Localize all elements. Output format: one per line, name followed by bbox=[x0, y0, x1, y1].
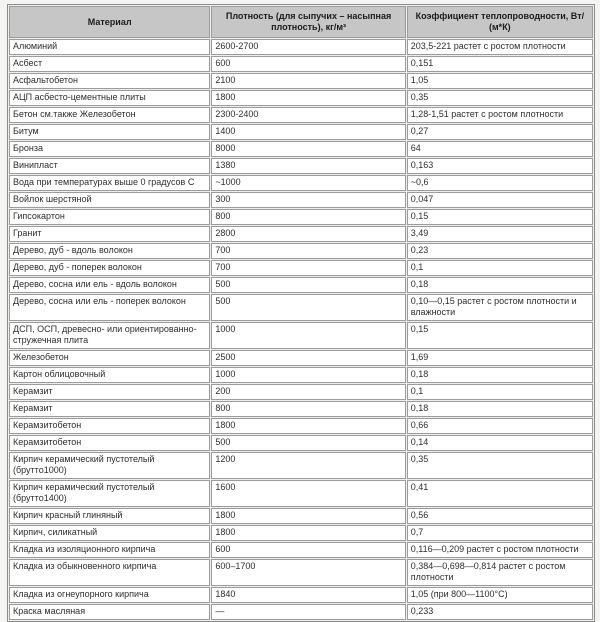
cell-conductivity: 0,18 bbox=[407, 401, 593, 417]
cell-density: 2600-2700 bbox=[211, 39, 405, 55]
cell-material: Кладка из обыкновенного кирпича bbox=[9, 559, 210, 586]
cell-material: Бронза bbox=[9, 141, 210, 157]
cell-conductivity: 0,35 bbox=[407, 452, 593, 479]
table-row bbox=[9, 192, 593, 208]
cell-conductivity: 0,7 bbox=[407, 525, 593, 541]
cell-density: 700 bbox=[211, 260, 405, 276]
cell-material: Картон облицовочный bbox=[9, 367, 210, 383]
cell-conductivity: 203,5-221 растет с ростом плотности bbox=[407, 39, 593, 55]
cell-material: Железобетон bbox=[9, 350, 210, 366]
cell-density: 8000 bbox=[211, 141, 405, 157]
cell-density: 200 bbox=[211, 384, 405, 400]
cell-conductivity: 3,49 bbox=[407, 226, 593, 242]
cell-conductivity: 0,1 bbox=[407, 384, 593, 400]
cell-density: 1200 bbox=[211, 452, 405, 479]
cell-material: Керамзитобетон bbox=[9, 435, 210, 451]
cell-density: 600–1700 bbox=[211, 559, 405, 586]
cell-density: 2800 bbox=[211, 226, 405, 242]
cell-material: Краска масляная bbox=[9, 604, 210, 620]
table-row bbox=[9, 452, 593, 479]
cell-density: 800 bbox=[211, 209, 405, 225]
cell-density: 1000 bbox=[211, 367, 405, 383]
materials-table bbox=[7, 4, 595, 622]
cell-density: 1000 bbox=[211, 322, 405, 349]
cell-conductivity: 0,41 bbox=[407, 480, 593, 507]
table-row bbox=[9, 260, 593, 276]
cell-conductivity: 0,18 bbox=[407, 277, 593, 293]
cell-material: АЦП асбесто-цементные плиты bbox=[9, 90, 210, 106]
table-row bbox=[9, 107, 593, 123]
cell-density: 700 bbox=[211, 243, 405, 259]
cell-material: Дерево, дуб - поперек волокон bbox=[9, 260, 210, 276]
cell-conductivity: 0,151 bbox=[407, 56, 593, 72]
cell-density: 600 bbox=[211, 56, 405, 72]
cell-material: Гранит bbox=[9, 226, 210, 242]
cell-material: Керамзитобетон bbox=[9, 418, 210, 434]
cell-material: Кирпич, силикатный bbox=[9, 525, 210, 541]
cell-material: Битум bbox=[9, 124, 210, 140]
cell-conductivity: 0,66 bbox=[407, 418, 593, 434]
table-row bbox=[9, 124, 593, 140]
table-row bbox=[9, 350, 593, 366]
cell-density: 1800 bbox=[211, 508, 405, 524]
table-row bbox=[9, 209, 593, 225]
cell-material: Кирпич керамический пустотелый (брутто1000) bbox=[9, 452, 210, 479]
cell-conductivity: 1,28-1,51 растет с ростом плотности bbox=[407, 107, 593, 123]
cell-conductivity: 1,05 bbox=[407, 73, 593, 89]
cell-material: Вода при температурах выше 0 градусов С bbox=[9, 175, 210, 191]
table-row bbox=[9, 480, 593, 507]
table-row bbox=[9, 158, 593, 174]
cell-density: 2500 bbox=[211, 350, 405, 366]
table-row bbox=[9, 542, 593, 558]
table-row bbox=[9, 435, 593, 451]
cell-conductivity: 0,116—0,209 растет с ростом плотности bbox=[407, 542, 593, 558]
cell-density: 300 bbox=[211, 192, 405, 208]
cell-material: Винипласт bbox=[9, 158, 210, 174]
cell-conductivity: 0,10—0,15 растет с ростом плотности и влажности bbox=[407, 294, 593, 321]
cell-conductivity: 0,56 bbox=[407, 508, 593, 524]
cell-material: Асфальтобетон bbox=[9, 73, 210, 89]
cell-conductivity: 64 bbox=[407, 141, 593, 157]
cell-conductivity: 0,15 bbox=[407, 209, 593, 225]
table-row bbox=[9, 226, 593, 242]
cell-conductivity: 0,384—0,698—0,814 растет с ростом плотности bbox=[407, 559, 593, 586]
table-row bbox=[9, 90, 593, 106]
cell-conductivity: 1,69 bbox=[407, 350, 593, 366]
cell-density: 1600 bbox=[211, 480, 405, 507]
cell-material: Керамзит bbox=[9, 384, 210, 400]
cell-density: ~1000 bbox=[211, 175, 405, 191]
cell-density: 600 bbox=[211, 542, 405, 558]
cell-density: 2300-2400 bbox=[211, 107, 405, 123]
column-header-density: Плотность (для сыпучих – насыпная плотность), кг/м³ bbox=[211, 6, 405, 38]
table-row bbox=[9, 39, 593, 55]
table-row bbox=[9, 604, 593, 620]
table-row bbox=[9, 508, 593, 524]
header-row bbox=[9, 6, 593, 38]
cell-density: 2100 bbox=[211, 73, 405, 89]
table-row bbox=[9, 175, 593, 191]
table-row bbox=[9, 559, 593, 586]
table-row bbox=[9, 56, 593, 72]
table-row bbox=[9, 384, 593, 400]
cell-density: 500 bbox=[211, 277, 405, 293]
cell-conductivity: 0,14 bbox=[407, 435, 593, 451]
cell-density: 1840 bbox=[211, 587, 405, 603]
cell-material: Дерево, сосна или ель - поперек волокон bbox=[9, 294, 210, 321]
cell-material: Кладка из огнеупорного кирпича bbox=[9, 587, 210, 603]
cell-conductivity: 0,15 bbox=[407, 322, 593, 349]
table-row bbox=[9, 243, 593, 259]
table-row bbox=[9, 367, 593, 383]
cell-conductivity: 0,163 bbox=[407, 158, 593, 174]
cell-material: Керамзит bbox=[9, 401, 210, 417]
table-row bbox=[9, 294, 593, 321]
cell-conductivity: 0,233 bbox=[407, 604, 593, 620]
cell-density: 1800 bbox=[211, 525, 405, 541]
cell-material: Кладка из изоляционного кирпича bbox=[9, 542, 210, 558]
cell-material: Асбест bbox=[9, 56, 210, 72]
table-row bbox=[9, 587, 593, 603]
cell-material: ДСП, ОСП, древесно- или ориентированно-стружечная плита bbox=[9, 322, 210, 349]
table-row bbox=[9, 322, 593, 349]
cell-material: Кирпич керамический пустотелый (брутто1400) bbox=[9, 480, 210, 507]
cell-density: — bbox=[211, 604, 405, 620]
table-row bbox=[9, 525, 593, 541]
cell-density: 800 bbox=[211, 401, 405, 417]
cell-conductivity: ~0,6 bbox=[407, 175, 593, 191]
cell-material: Алюминий bbox=[9, 39, 210, 55]
cell-conductivity: 0,35 bbox=[407, 90, 593, 106]
column-header-material: Материал bbox=[9, 6, 210, 38]
table-body bbox=[9, 39, 593, 620]
cell-density: 1380 bbox=[211, 158, 405, 174]
cell-conductivity: 0,047 bbox=[407, 192, 593, 208]
cell-conductivity: 0,1 bbox=[407, 260, 593, 276]
cell-conductivity: 0,23 bbox=[407, 243, 593, 259]
cell-material: Войлок шерстяной bbox=[9, 192, 210, 208]
cell-material: Дерево, сосна или ель - вдоль волокон bbox=[9, 277, 210, 293]
cell-conductivity: 0,18 bbox=[407, 367, 593, 383]
cell-material: Бетон см.также Железобетон bbox=[9, 107, 210, 123]
cell-density: 1400 bbox=[211, 124, 405, 140]
cell-material: Дерево, дуб - вдоль волокон bbox=[9, 243, 210, 259]
column-header-conductivity: Коэффициент теплопроводности, Вт/ (м*К) bbox=[407, 6, 593, 38]
cell-density: 500 bbox=[211, 294, 405, 321]
cell-material: Кирпич красный глиняный bbox=[9, 508, 210, 524]
cell-density: 500 bbox=[211, 435, 405, 451]
table-row bbox=[9, 73, 593, 89]
cell-material: Гипсокартон bbox=[9, 209, 210, 225]
cell-conductivity: 0,27 bbox=[407, 124, 593, 140]
table-header bbox=[9, 6, 593, 38]
cell-density: 1800 bbox=[211, 418, 405, 434]
table-row bbox=[9, 277, 593, 293]
cell-density: 1800 bbox=[211, 90, 405, 106]
table-row bbox=[9, 418, 593, 434]
table-row bbox=[9, 141, 593, 157]
table-row bbox=[9, 401, 593, 417]
cell-conductivity: 1,05 (при 800—1100°С) bbox=[407, 587, 593, 603]
